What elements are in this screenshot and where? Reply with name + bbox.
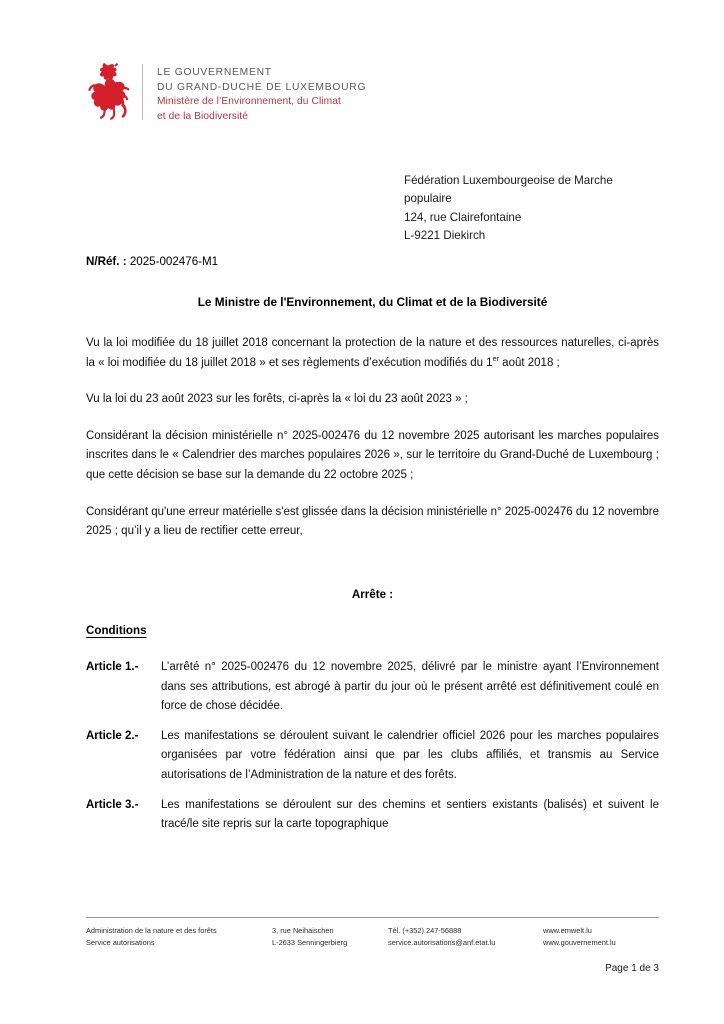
paragraph-1-text-before: Vu la loi modifiée du 18 juillet 2018 concernant la protection de la nature et des ressources naturelles, ci-après la « loi modifiée du 18 juillet 2018 » et ses règlements d’exécution modifiés du 1 xyxy=(86,337,659,369)
recipient-line-4: L-9221 Diekirch xyxy=(404,229,486,243)
paragraph-considerant-decision: Considérant la décision ministérielle n° 2025-002476 du 12 novembre 2025 autorisant les marches populaires inscrites dans le « Calendrier des marches populaires 2026 », sur le territoire du Grand-Duché de Luxembourg ; que cette décision se base sur la demande du 22 octobre 2025 ; xyxy=(86,429,659,481)
page-number: Page 1 de 3 xyxy=(605,963,659,974)
letterhead xyxy=(86,62,366,124)
letterhead-text xyxy=(157,62,366,124)
letterhead-divider xyxy=(142,64,143,120)
paragraph-1-superscript: er xyxy=(492,353,499,363)
article-item xyxy=(86,658,659,717)
article-item xyxy=(86,796,659,835)
footer-phone: Tél. (+352) 247-56888 xyxy=(388,926,462,935)
reference-label: N/Réf. : xyxy=(86,255,127,268)
article-item xyxy=(86,727,659,786)
recipient-address-block xyxy=(404,172,613,246)
recipient-line-2: populaire xyxy=(404,192,452,206)
ministry-line-2: et de la Biodiversité xyxy=(157,110,249,122)
page-footer xyxy=(86,925,659,948)
article-2-text: Les manifestations se déroulent suivant le calendrier officiel 2026 pour les marches populaires organisées par votre fédération ainsi que par les clubs affiliés, et transmis au Service autorisations de l’Administration de la nature et des forêts. xyxy=(161,729,659,781)
reference-line xyxy=(86,255,218,268)
footer-column-department xyxy=(86,925,272,948)
footer-website-gouvernement[interactable]: www.gouvernement.lu xyxy=(543,937,616,947)
articles-list xyxy=(86,658,659,835)
footer-column-address xyxy=(272,925,388,948)
paragraph-considerant-erreur: Considérant qu'une erreur matérielle s'est glissée dans la décision ministérielle n° 2025-002476 du 12 novembre 2025 ; qu’il y a lieu de rectifier cette erreur, xyxy=(86,505,659,538)
footer-address-city: L-2633 Senningerbierg xyxy=(272,937,348,947)
government-line-1: LE GOUVERNEMENT xyxy=(157,67,272,78)
paragraph-1-text-after: août 2018 ; xyxy=(498,356,560,369)
article-3-label: Article 3.- xyxy=(86,798,139,811)
footer-divider xyxy=(86,917,659,918)
article-1-text: L’arrêté n° 2025-002476 du 12 novembre 2025, délivré par le ministre ayant l’Environnement dans ses attributions, est abrogé à partir du jour où le présent arrêté est définitivement coulé en force de chose décidée. xyxy=(161,661,659,713)
footer-email[interactable]: service.autorisations@anf.etat.lu xyxy=(388,937,496,947)
footer-column-websites xyxy=(543,925,659,948)
ministry-line-1: Ministère de l’Environnement, du Climat xyxy=(157,96,341,107)
footer-column-contact xyxy=(388,925,543,948)
paragraph-vu-loi-2018 xyxy=(86,334,659,373)
conditions-heading: Conditions xyxy=(86,624,147,637)
government-line-2: DU GRAND-DUCHÉ DE LUXEMBOURG xyxy=(157,81,367,93)
footer-department-service: Service autorisations xyxy=(86,937,155,947)
document-body xyxy=(86,334,659,542)
recipient-line-3: 124, rue Clairefontaine xyxy=(404,210,522,224)
article-2-label: Article 2.- xyxy=(86,729,139,742)
luxembourg-lion-icon xyxy=(86,62,132,122)
arrete-heading: Arrête : xyxy=(351,588,394,601)
footer-department-name: Administration de la nature et des forêts xyxy=(86,926,217,935)
paragraph-vu-loi-2023: Vu la loi du 23 août 2023 sur les forêts, ci-après la « loi du 23 août 2023 » ; xyxy=(86,393,468,406)
document-title: Le Ministre de l'Environnement, du Climat et de la Biodiversité xyxy=(197,295,548,309)
footer-website-emwelt[interactable]: www.emwelt.lu xyxy=(543,926,592,935)
footer-address-street: 3, rue Neihaischen xyxy=(272,926,334,935)
reference-value: 2025-002476-M1 xyxy=(129,255,219,268)
article-3-text: Les manifestations se déroulent sur des chemins et sentiers existants (balisés) et suivent le tracé/le site repris sur la carte topographique xyxy=(161,798,659,831)
article-1-label: Article 1.- xyxy=(86,661,139,673)
recipient-line-1: Fédération Luxembourgeoise de Marche xyxy=(404,174,613,187)
